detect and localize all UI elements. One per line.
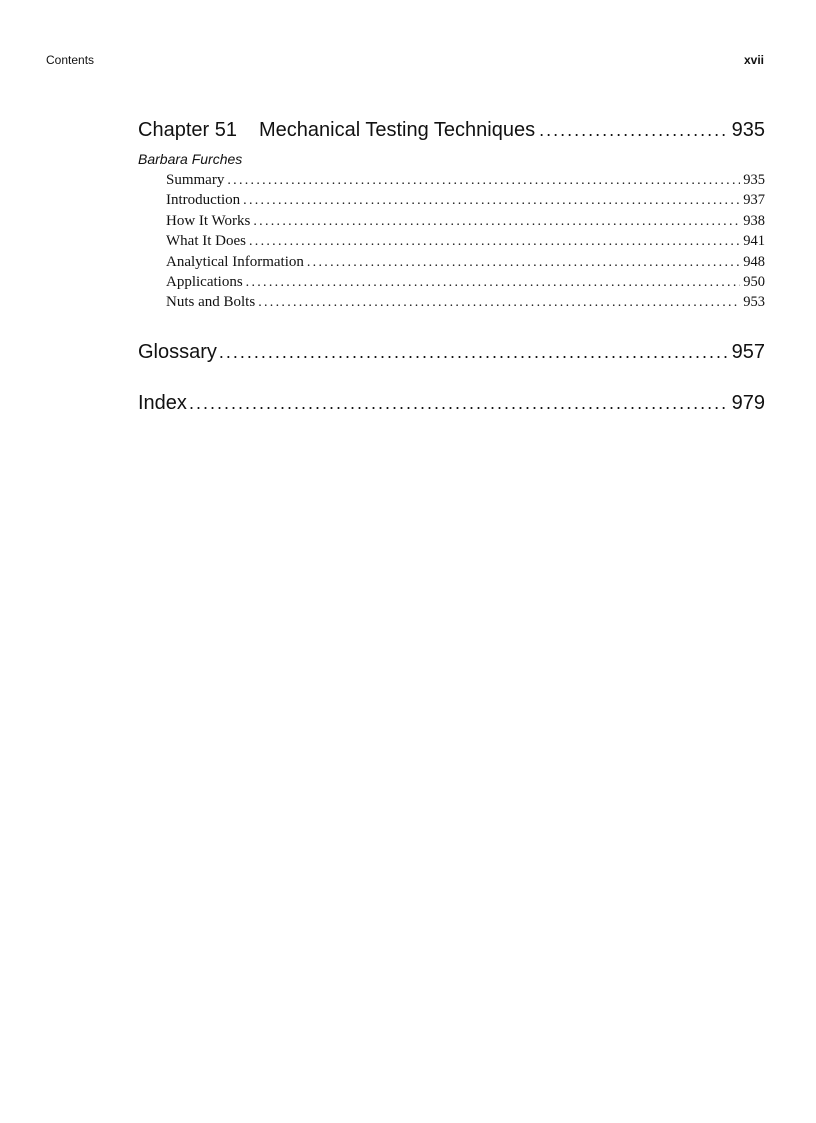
running-head [46, 52, 764, 68]
section-page: 935 [743, 172, 765, 188]
running-head-section: Contents [46, 53, 95, 67]
section-title: Applications [166, 273, 243, 290]
dot-leader [253, 212, 740, 231]
index-page: 979 [731, 391, 765, 414]
section-page: 953 [743, 294, 765, 311]
dot-leader [246, 273, 741, 292]
toc-entry-how-it-works[interactable] [166, 211, 765, 231]
toc-entry-glossary[interactable] [138, 338, 765, 366]
toc-entry-applications[interactable] [166, 272, 765, 292]
toc-entry-analytical-information[interactable] [166, 252, 765, 272]
dot-leader [307, 253, 740, 272]
index-title: Index [138, 391, 187, 414]
section-list [166, 170, 765, 313]
page-number: xvii [743, 53, 764, 67]
section-title: Summary [166, 172, 225, 188]
section-page: 937 [743, 192, 765, 209]
section-title: How It Works [166, 212, 251, 229]
section-page: 941 [743, 233, 765, 250]
glossary-page: 957 [731, 340, 765, 363]
toc-entry-summary[interactable] [166, 170, 765, 190]
chapter-page: 935 [731, 119, 765, 141]
toc-entry-introduction[interactable] [166, 190, 765, 210]
dot-leader [189, 389, 728, 417]
section-page: 948 [743, 253, 765, 270]
dot-leader [258, 293, 740, 312]
toc-entry-nuts-and-bolts[interactable] [166, 292, 765, 312]
section-page: 938 [743, 212, 765, 229]
dot-leader [219, 338, 728, 366]
toc-entry-index[interactable] [138, 389, 765, 417]
dot-leader [249, 232, 740, 251]
toc-entry-what-it-does[interactable] [166, 231, 765, 251]
section-title: Analytical Information [166, 253, 304, 270]
table-of-contents [138, 116, 765, 417]
dot-leader [539, 116, 728, 144]
chapter-entry[interactable] [138, 116, 765, 144]
chapter-number: Chapter 51 [138, 119, 237, 141]
chapter-author: Barbara Furches [138, 151, 243, 167]
chapter-title: Mechanical Testing Techniques [258, 119, 536, 141]
section-page: 950 [743, 273, 765, 290]
glossary-title: Glossary [138, 340, 217, 363]
dot-leader [243, 191, 740, 210]
dot-leader [227, 171, 740, 190]
section-title: What It Does [166, 233, 246, 250]
section-title: Introduction [166, 192, 241, 209]
section-title: Nuts and Bolts [166, 294, 256, 311]
